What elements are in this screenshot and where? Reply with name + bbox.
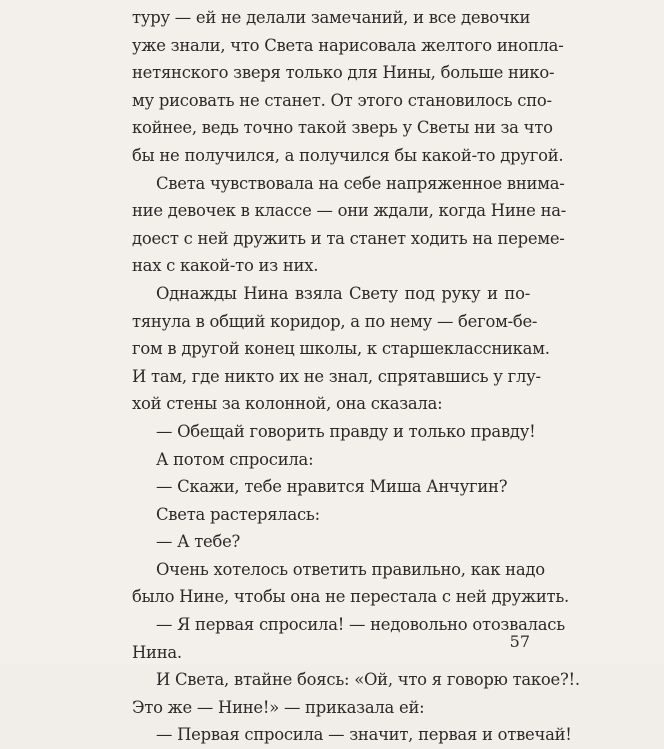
page-text (132, 4, 580, 749)
text-line: туру — ей не делали замечаний, и все девочки (132, 8, 531, 27)
text-line: Света растерялась: (156, 504, 320, 524)
text-line: койнее, ведь точно такой зверь у Светы ни за что (132, 118, 553, 138)
text-line: му рисовать не станет. От этого становилось спо- (132, 90, 552, 110)
text-line: гом в другой конец школы, к старшеклассникам. (132, 339, 550, 359)
text-line: — Я первая спросила! — недовольно отозвалась (156, 615, 565, 635)
text-line: — Обещай говорить правду и только правду! (156, 421, 536, 441)
text-line: ние девочек в классе — они ждали, когда Нине на- (132, 201, 567, 221)
text-line: тянула в общий коридор, а по нему — бегом-бе- (132, 311, 538, 331)
text-line: Это же — Нине!» — приказала ей: (132, 697, 425, 717)
text-line: И там, где никто их не знал, спрятавшись у глу- (132, 366, 541, 386)
text-line: доест с ней дружить и та станет ходить на переме- (132, 228, 565, 248)
text-line: нетянского зверя только для Нины, больше нико- (132, 63, 555, 83)
text-line: — А тебе? (156, 532, 241, 552)
text-line: Нина. (132, 642, 182, 662)
text-line: А потом спросила: (156, 449, 314, 469)
text-line: нах с какой-то из них. (132, 256, 319, 276)
text-line: — Первая спросила — значит, первая и отвечай! (156, 725, 572, 745)
text-line: Света чувствовала на себе напряженное внима- (156, 173, 565, 193)
text-line: хой стены за колонной, она сказала: (132, 394, 443, 414)
page-number: 57 (509, 632, 530, 651)
text-line: бы не получился, а получился бы какой-то другой. (132, 145, 564, 165)
text-line: — Скажи, тебе нравится Миша Анчугин? (156, 477, 508, 497)
text-line: Очень хотелось ответить правильно, как надо (156, 559, 545, 579)
text-line: И Света, втайне боясь: «Ой, что я говорю такое?!. (156, 670, 580, 690)
text-line: уже знали, что Света нарисовала желтого инопла- (132, 35, 564, 55)
text-line: Однажды Нина взяла Свету под руку и по- (156, 283, 530, 303)
text-line: было Нине, чтобы она не перестала с ней дружить. (132, 587, 569, 607)
